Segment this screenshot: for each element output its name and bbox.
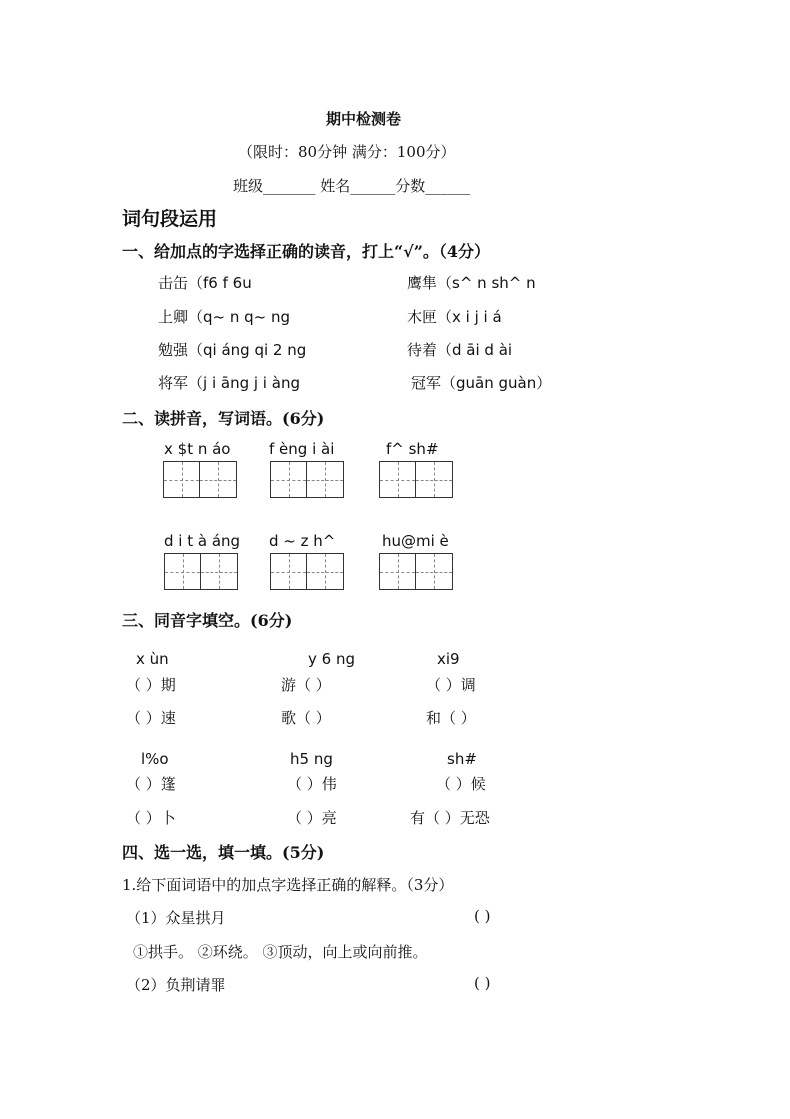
q3-blank[interactable]: 和（ ）: [426, 709, 476, 727]
q4-answer-blank[interactable]: ( ): [474, 907, 491, 925]
q3-blank[interactable]: （ ）调: [426, 676, 476, 694]
q1-options: （x i j i á: [437, 308, 502, 326]
q3-pinyin: h5 ng: [290, 750, 333, 768]
q1-options: （qi áng qi 2 ng: [188, 341, 307, 359]
q3-blank[interactable]: （ ）候: [436, 775, 486, 793]
q1-options: （f6 f 6u: [188, 274, 252, 292]
q1-options: （guān guàn）: [441, 374, 552, 392]
writing-box[interactable]: [201, 553, 238, 590]
page-title: 期中检测卷: [326, 110, 402, 128]
q1-word: 冠军: [411, 374, 442, 392]
q4-sub1: （1）众星拱月: [126, 909, 226, 927]
q3-blank[interactable]: （ ）速: [126, 709, 176, 727]
writing-box[interactable]: [307, 553, 344, 590]
q1-item: [158, 306, 290, 327]
q3-pinyin: xi9: [437, 650, 460, 668]
q3-pinyin: y 6 ng: [308, 650, 355, 668]
writing-box[interactable]: [200, 461, 237, 498]
q3-blank[interactable]: （ ）亮: [287, 809, 337, 827]
q3-blank[interactable]: （ ）伟: [287, 775, 337, 793]
q1-word: 击缶: [158, 274, 189, 292]
exam-limits: （限时：80分钟 满分：100分）: [238, 143, 456, 161]
q1-word: 勉强: [158, 341, 189, 359]
q1-word: 木匣: [407, 308, 438, 326]
q1-item: [158, 339, 306, 360]
q1-word: 鹰隼: [407, 274, 438, 292]
q1-options: （s^ n sh^ n: [437, 274, 536, 292]
q3-blank[interactable]: 游（ ）: [281, 676, 331, 694]
student-info-line: 班级_______ 姓名______分数______: [233, 177, 471, 195]
q2-pinyin: f èng i ài: [269, 440, 335, 458]
q4-instruction: 1.给下面词语中的加点字选择正确的解释。（3分）: [122, 876, 454, 894]
q3-pinyin: x ùn: [136, 650, 169, 668]
section-heading: 词句段运用: [122, 208, 218, 230]
q3-pinyin: l%o: [141, 750, 169, 768]
q3-blank[interactable]: 歌（ ）: [281, 709, 331, 727]
writing-box[interactable]: [379, 461, 416, 498]
writing-box[interactable]: [416, 553, 453, 590]
writing-box[interactable]: [164, 553, 201, 590]
q1-word: 待着: [407, 341, 438, 359]
q4-heading: 四、选一选，填一填。(5分): [122, 843, 325, 862]
q2-pinyin: hu@mi è: [382, 532, 449, 550]
writing-box[interactable]: [416, 461, 453, 498]
q1-item: [411, 372, 551, 393]
q3-blank[interactable]: （ ）期: [126, 676, 176, 694]
q3-blank[interactable]: 有（ ）无恐: [410, 809, 490, 827]
q2-pinyin: f^ sh#: [386, 440, 439, 458]
q1-item: [407, 306, 502, 327]
q1-heading: 一、给加点的字选择正确的读音，打上“√”。（4分）: [122, 242, 491, 261]
q4-answer-blank[interactable]: ( ): [474, 974, 491, 992]
q1-item: [158, 372, 300, 393]
q2-pinyin: d ~ z h^: [269, 532, 336, 550]
q3-blank[interactable]: （ ）篷: [126, 775, 176, 793]
q3-blank[interactable]: （ ）卜: [126, 809, 176, 827]
q4-options: ①拱手。 ②环绕。 ③顶动，向上或向前推。: [133, 943, 428, 961]
writing-box[interactable]: [307, 461, 344, 498]
q1-options: （j i āng j i àng: [188, 374, 300, 392]
q1-item: [407, 339, 512, 360]
q1-item: [407, 272, 536, 293]
q3-heading: 三、同音字填空。(6分): [122, 611, 293, 630]
writing-box[interactable]: [270, 461, 307, 498]
q2-pinyin: d i t à áng: [164, 532, 241, 550]
q1-item: [158, 272, 252, 293]
q1-word: 将军: [158, 374, 189, 392]
q2-heading: 二、读拼音，写词语。(6分): [122, 409, 325, 428]
q1-options: （d āi d ài: [437, 341, 513, 359]
q4-sub2: （2）负荆请罪: [126, 976, 226, 994]
q1-word: 上卿: [158, 308, 189, 326]
writing-box[interactable]: [379, 553, 416, 590]
writing-box[interactable]: [163, 461, 200, 498]
q2-pinyin: x $t n áo: [164, 440, 231, 458]
writing-box[interactable]: [270, 553, 307, 590]
q3-pinyin: sh#: [447, 750, 477, 768]
q1-options: （q~ n q~ ng: [188, 308, 291, 326]
